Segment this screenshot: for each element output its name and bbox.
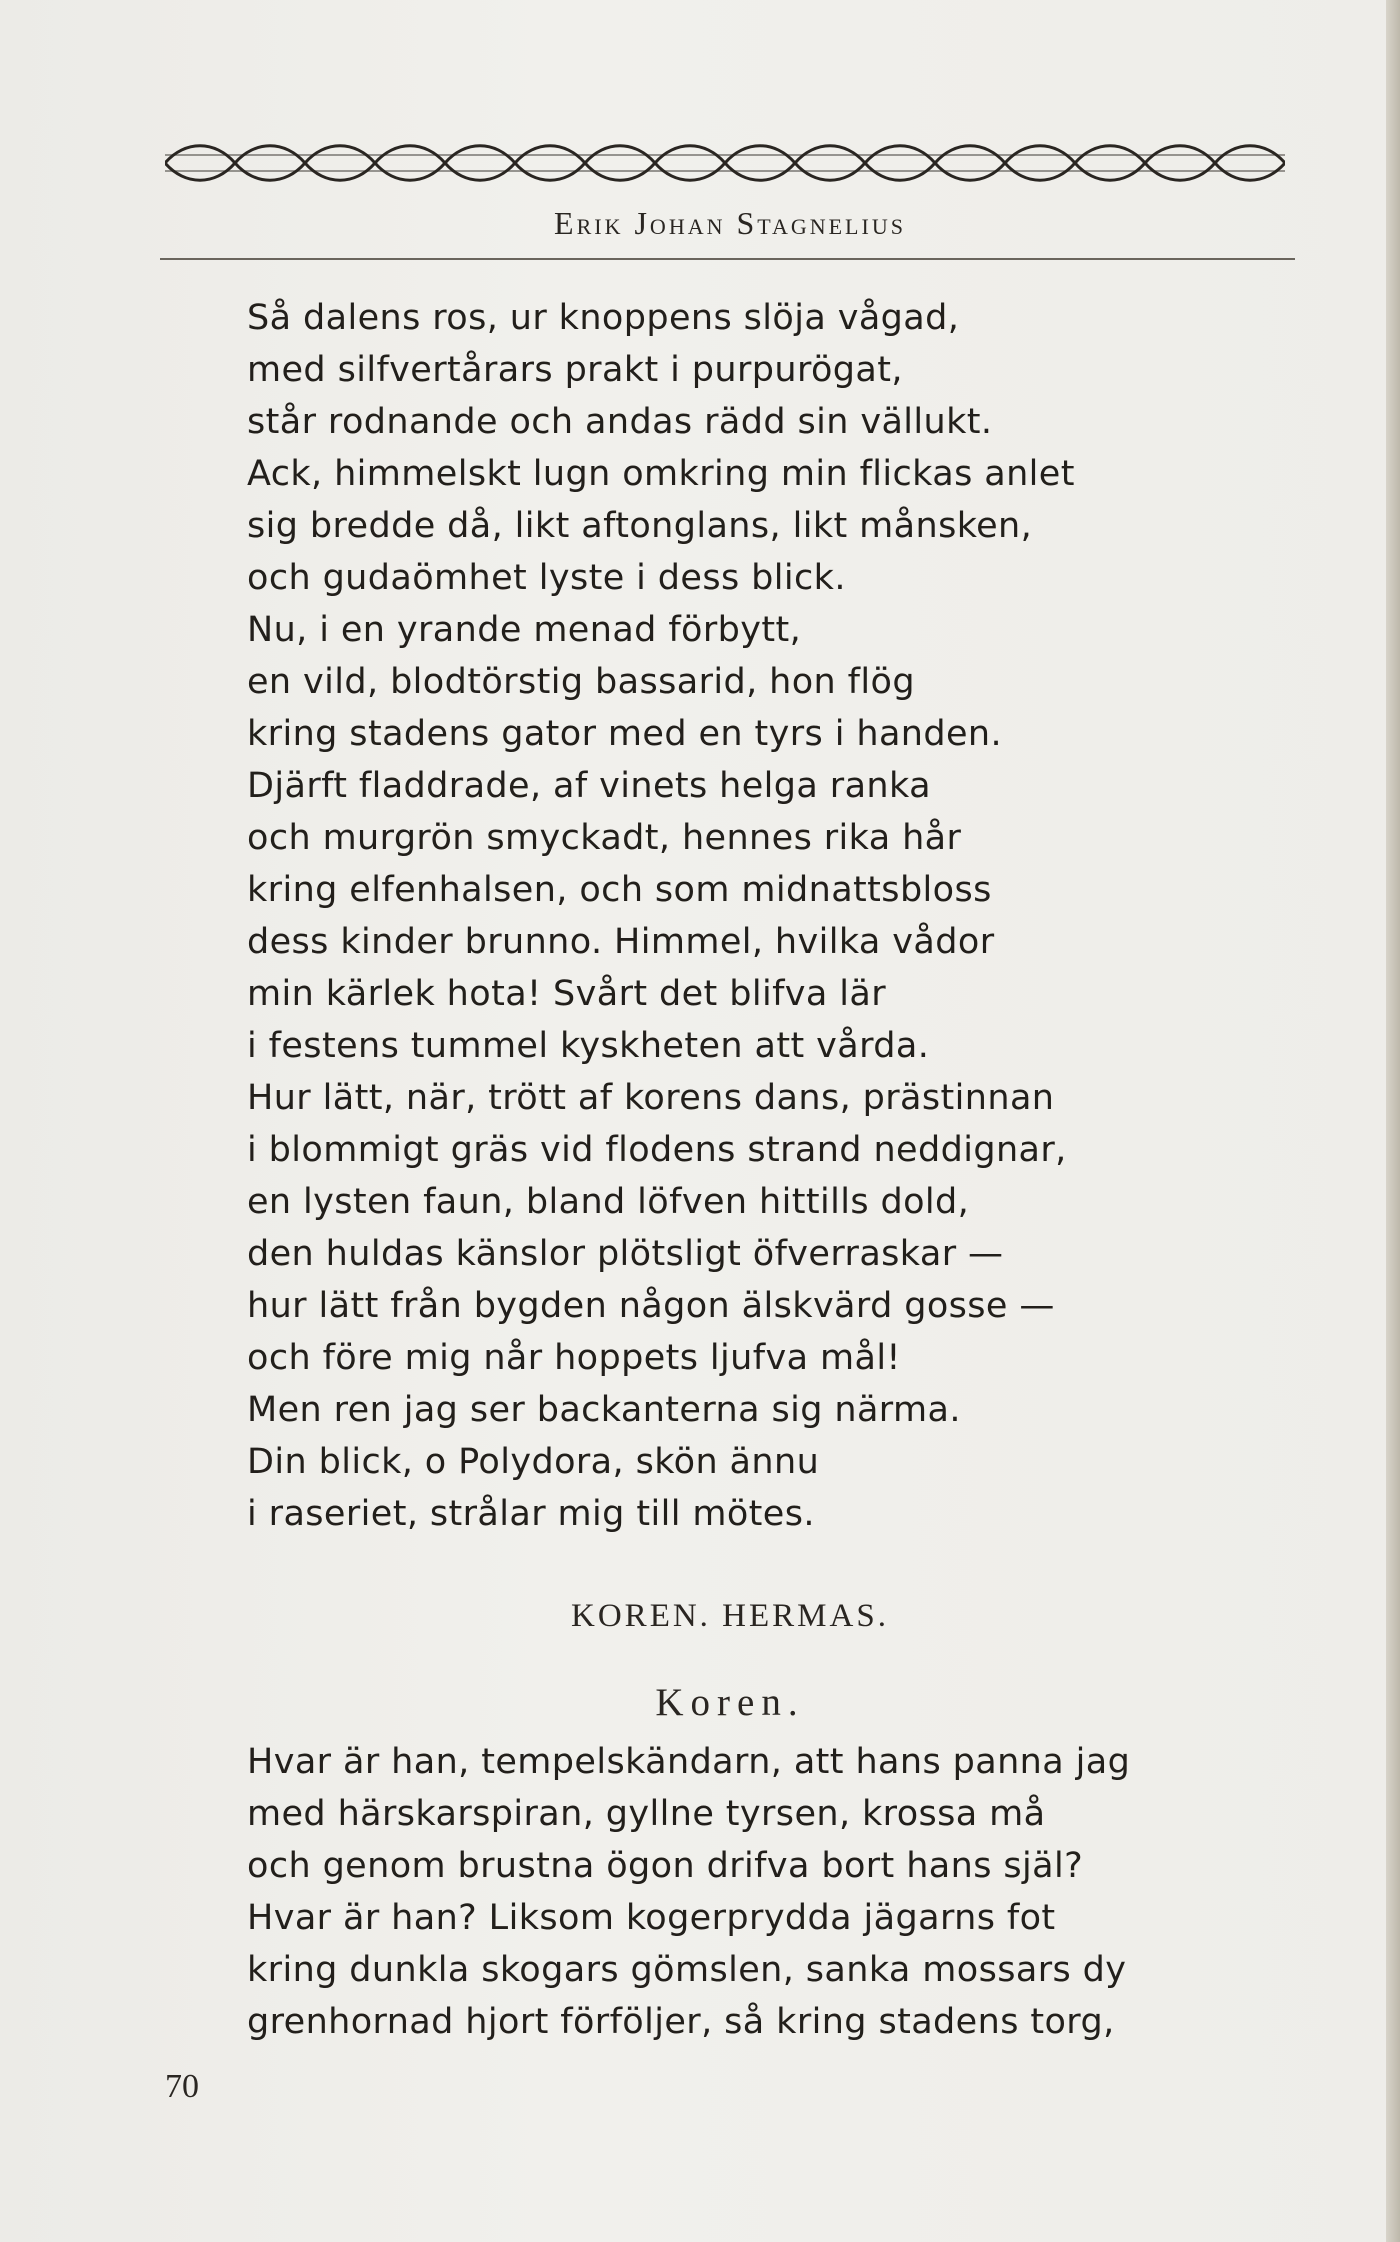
verse-line: den huldas känslor plötsligt öfverraskar — <box>247 1234 1004 1274</box>
verse-line: och före mig når hoppets ljufva mål! <box>247 1338 901 1378</box>
verse-line: med härskarspiran, gyllne tyrsen, krossa må <box>247 1794 1046 1834</box>
verse-line: kring stadens gator med en tyrs i handen. <box>247 714 1003 754</box>
page-number: 70 <box>165 2068 199 2105</box>
verse-line: Ack, himmelskt lugn omkring min flickas anlet <box>247 454 1075 494</box>
verse-line: Hvar är han, tempelskändarn, att hans panna jag <box>247 1742 1131 1782</box>
verse-line: i raseriet, strålar mig till mötes. <box>247 1494 815 1534</box>
verse-line: hur lätt från bygden någon älskvärd gosse — <box>247 1286 1055 1326</box>
verse-line: dess kinder brunno. Himmel, hvilka vådor <box>247 922 995 962</box>
verse-line: kring dunkla skogars gömslen, sanka mossars dy <box>247 1950 1127 1990</box>
verse-line: med silfvertårars prakt i purpurögat, <box>247 350 903 390</box>
header-rule <box>160 258 1295 260</box>
verse-line: Din blick, o Polydora, skön ännu <box>247 1442 820 1482</box>
verse-line: Djärft fladdrade, af vinets helga ranka <box>247 766 931 806</box>
verse-line: Men ren jag ser backanterna sig närma. <box>247 1390 961 1430</box>
verse-line: kring elfenhalsen, och som midnattsbloss <box>247 870 992 910</box>
verse-line: och genom brustna ögon drifva bort hans själ? <box>247 1846 1084 1886</box>
speaker-list: KOREN. HERMAS. <box>571 1598 889 1634</box>
speaker-heading: Koren. <box>655 1681 805 1724</box>
verse-line: och murgrön smyckadt, hennes rika hår <box>247 818 962 858</box>
celtic-knot-ornament-icon <box>165 140 1285 186</box>
verse-block-1 <box>247 292 1287 1540</box>
verse-line: i festens tummel kyskheten att vårda. <box>247 1026 930 1066</box>
running-head: Erik Johan Stagnelius <box>554 205 906 241</box>
verse-line: Hvar är han? Liksom kogerprydda jägarns fot <box>247 1898 1056 1938</box>
verse-line: en vild, blodtörstig bassarid, hon flög <box>247 662 915 702</box>
verse-line: i blommigt gräs vid flodens strand neddignar, <box>247 1130 1067 1170</box>
verse-line: och gudaömhet lyste i dess blick. <box>247 558 846 598</box>
verse-line: min kärlek hota! Svårt det blifva lär <box>247 974 887 1014</box>
verse-block-2 <box>247 1736 1287 2048</box>
verse-line: sig bredde då, likt aftonglans, likt månsken, <box>247 506 1033 546</box>
verse-line: Hur lätt, när, trött af korens dans, prästinnan <box>247 1078 1055 1118</box>
verse-line: grenhornad hjort förföljer, så kring stadens torg, <box>247 2002 1115 2042</box>
verse-line: en lysten faun, bland löfven hittills dold, <box>247 1182 970 1222</box>
verse-line: står rodnande och andas rädd sin vällukt. <box>247 402 993 442</box>
verse-line: Nu, i en yrande menad förbytt, <box>247 610 802 650</box>
verse-line: Så dalens ros, ur knoppens slöja vågad, <box>247 298 960 338</box>
page-edge <box>1386 0 1400 2242</box>
